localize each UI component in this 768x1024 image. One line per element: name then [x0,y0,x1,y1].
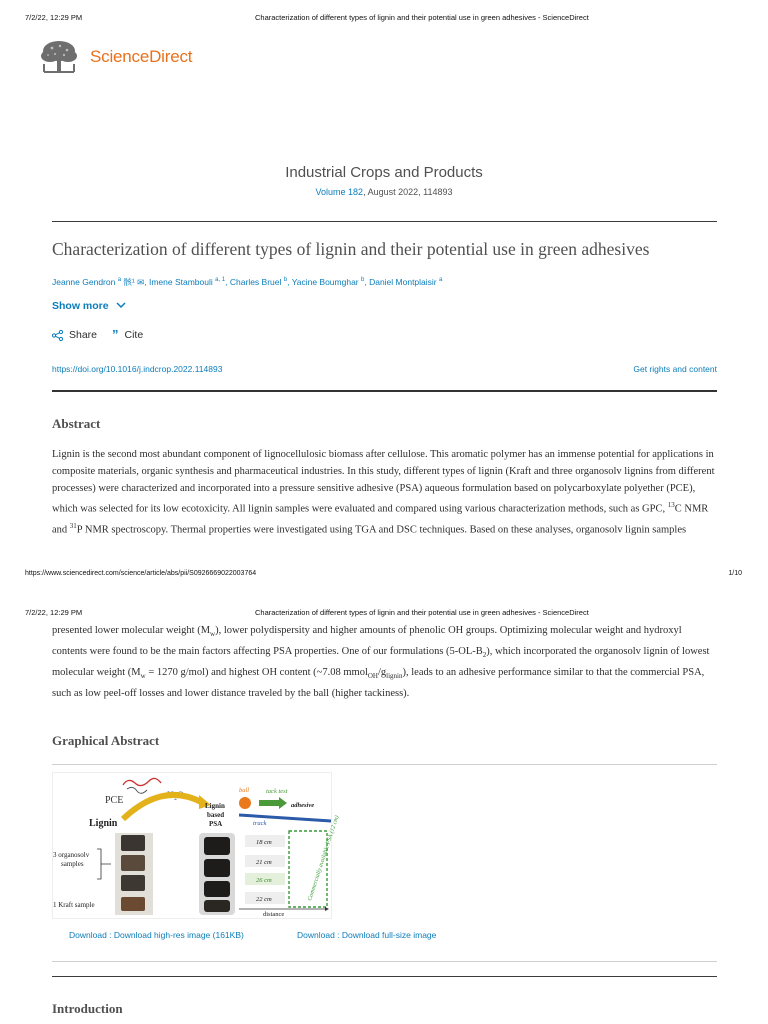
ball-label: ball [239,787,250,794]
lignin-label: Lignin [89,818,118,829]
volume-link[interactable]: Volume 182 [315,187,364,197]
abstract-heading: Abstract [52,416,101,431]
cite-button[interactable] [112,329,143,341]
share-button[interactable] [52,329,97,341]
download-full-link[interactable]: Download : Download full-size image [297,930,437,940]
kraft-label: 1 Kraft sample [53,901,95,909]
elsevier-tree-icon[interactable] [38,38,80,76]
graphical-abstract-image[interactable] [52,772,341,919]
divider [52,764,717,765]
author-link[interactable]: Charles Bruel $^b$ [229,277,288,287]
volume-line [0,187,768,197]
quote-icon: ” [112,327,119,342]
psa-label-3: PSA [209,820,223,828]
psa-label-1: Lignin [205,802,225,810]
abstract-text-continued: presented lower molecular weight $(M_w)$, lower polydispersity and higher amounts of phenolic OH groups. Optimizing molecular weight and hydroxyl contents were found to be the main factors affecting PSA properties. One of our formulations $(5-OL-B_2)$, which incorporated the organosolv lignin of lowest molecular weight ($M_w = 1270$ g/mol) and highest OH content (~7.08 $mmol_{OH}/g_{lignin}$), leads to an adhesive performance similar to that the commercial PSA, such as low peel-off losses and lower distance traveled by the ball (higher tackiness). [52,625,710,700]
print-url: https://www.sciencedirect.com/science/article/abs/pii/S0926669022003764 [25,570,257,577]
author-list: Jeanne Gendron $^a$ 骸¹ ✉, Imene Stambouli $^{a, 1}$, Charles Bruel $^b$, Yacine Boumghar $^b$, Daniel Montplaisir $^a$ [52,277,443,287]
share-icon [52,330,63,341]
show-more-button[interactable] [52,300,126,312]
print-datetime: 7/2/22, 12:29 PM [25,608,83,617]
h2o-label: H₂O [167,791,185,801]
distance-value: 21 cm [256,859,272,866]
track-label: track [253,820,267,827]
graphical-abstract-heading: Graphical Abstract [52,733,160,748]
article-title: Characterization of different types of lignin and their potential use in green adhesives [52,239,650,259]
print-title: Characterization of different types of lignin and their potential use in green adhesives - ScienceDirect [255,13,589,22]
distance-value: 18 cm [256,839,272,846]
rights-link[interactable]: Get rights and content [633,364,717,374]
chevron-down-icon [116,302,126,309]
psa-label-2: based [207,811,225,819]
distance-value: 22 cm [256,896,272,903]
doi-link[interactable]: https://doi.org/10.1016/j.indcrop.2022.114893 [52,364,223,374]
tack-test-label: tack test [266,788,288,795]
distance-value: 26 cm [256,877,272,884]
abstract-text: Lignin is the second most abundant component of lignocellulosic biomass after cellulose. This aromatic polymer has an immense potential for applications in composite materials, organic synthesis and pharmaceutical industries. In this study, different types of lignin (Kraft and three organosolv lignins from different processes) were characterized and incorporated into a pressure sensitive adhesive (PSA) aqueous formulation based on polycarboxylate polyether (PCE), which was selected for its low ecotoxicity. All lignin samples were evaluated and compared using various characterization methods, such as GPC, $^{13}$C NMR and $^{31}$P NMR spectroscopy. Thermal properties were investigated using TGA and DSC techniques. Based on these analyses, organosolv lignin samples [52,449,715,535]
author-link[interactable]: Daniel Montplaisir $^a$ [369,277,443,287]
print-page-number: 1/10 [728,570,742,577]
divider [52,976,717,977]
commercial-psa-label: Commercially available PSA (12 cm) [307,814,341,902]
introduction-heading: Introduction [52,1001,123,1016]
journal-name[interactable]: Industrial Crops and Products [285,164,483,181]
sciencedirect-logo-text[interactable]: ScienceDirect [90,47,193,66]
pce-label: PCE [105,795,124,806]
organosolv-label-2: samples [61,860,84,868]
cite-label: Cite [124,329,144,341]
download-hires-link[interactable]: Download : Download high-res image (161KB) [69,930,244,940]
divider [52,221,717,222]
author-link[interactable]: Imene Stambouli $^{a, 1}$ [148,277,226,287]
print-datetime: 7/2/22, 12:29 PM [25,13,83,22]
distance-axis-label: distance [263,911,285,918]
volume-details: , August 2022, 114893 [363,187,453,197]
author-link[interactable]: Yacine Boumghar $^b$ [291,277,365,287]
organosolv-label-1: 3 organosolv [53,851,90,859]
adhesive-label: adhesive [291,802,315,809]
print-title: Characterization of different types of lignin and their potential use in green adhesives - ScienceDirect [255,608,589,617]
divider [52,961,717,962]
author-link[interactable]: Jeanne Gendron $^a$ 骸¹ ✉ [52,277,145,287]
share-label: Share [69,329,98,341]
show-more-label: Show more [52,300,109,312]
divider [52,390,717,392]
